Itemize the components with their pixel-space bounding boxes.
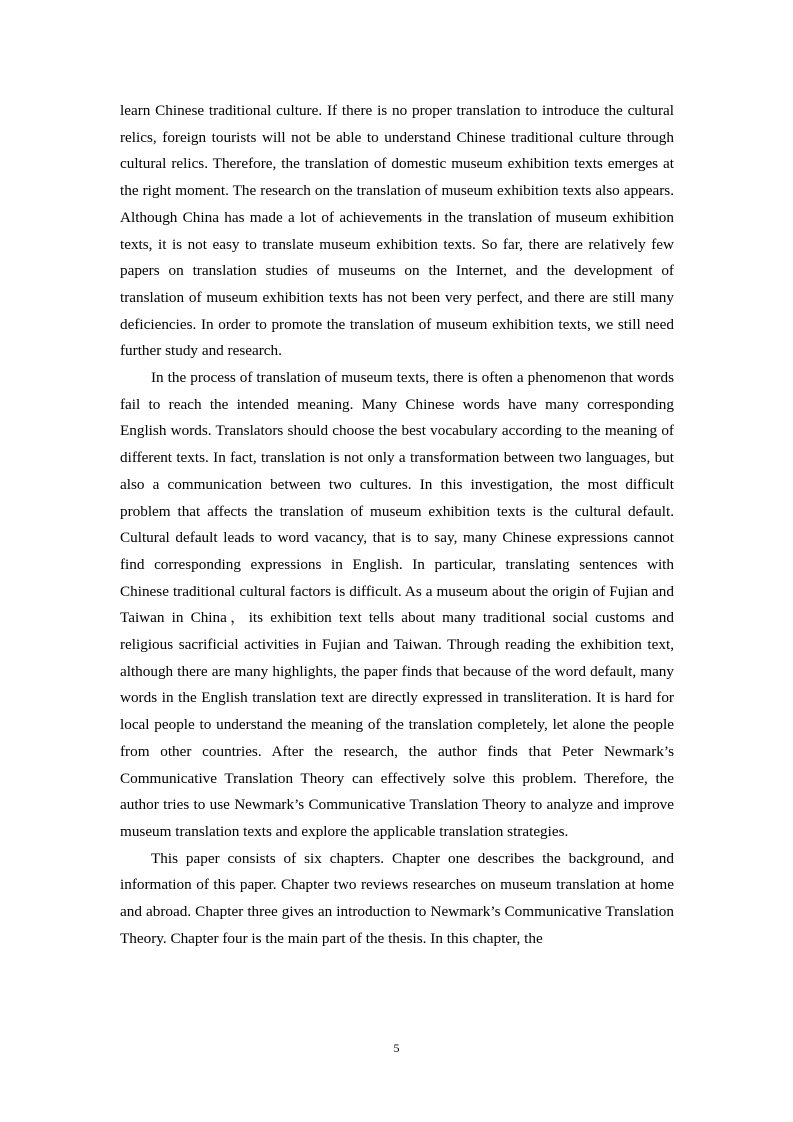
page-number: 5 bbox=[393, 1041, 400, 1055]
body-paragraph-2: In the process of translation of museum texts, there is often a phenomenon that words fail to reach the intended meaning. Many Chinese words have many corresponding English words. Translators should choose the best vocabulary according to the meaning of different texts. In fact, translation is not only a transformation between two languages, but also a communication between two cultures. In this investigation, the most difficult problem that affects the translation of museum exhibition texts is the cultural default. Cultural default leads to word vacancy, that is to say, many Chinese expressions cannot find corresponding expressions in English. In particular, translating sentences with Chinese traditional cultural factors is difficult. As a museum about the origin of Fujian and Taiwan in China，its exhibition text tells about many traditional social customs and religious sacrificial activities in Fujian and Taiwan. Through reading the exhibition text, although there are many highlights, the paper finds that because of the word default, many words in the English translation text are directly expressed in transliteration. It is hard for local people to understand the meaning of the translation completely, let alone the people from other countries. After the research, the author finds that Peter Newmark’s Communicative Translation Theory can effectively solve this problem. Therefore, the author tries to use Newmark’s Communicative Translation Theory to analyze and improve museum translation texts and explore the applicable translation strategies. bbox=[120, 369, 674, 840]
body-paragraph-3: This paper consists of six chapters. Chapter one describes the background, and information of this paper. Chapter two reviews researches on museum translation at home and abroad. Chapter three gives an introduction to Newmark’s Communicative Translation Theory. Chapter four is the main part of the thesis. In this chapter, the bbox=[120, 849, 674, 947]
page-body bbox=[120, 98, 674, 953]
body-paragraph-1: learn Chinese traditional culture. If there is no proper translation to introduce the cultural relics, foreign tourists will not be able to understand Chinese traditional culture through cultural relics. Therefore, the translation of domestic museum exhibition texts emerges at the right moment. The research on the translation of museum exhibition texts also appears. Although China has made a lot of achievements in the translation of museum exhibition texts, it is not easy to translate museum exhibition texts. So far, there are relatively few papers on translation studies of museums on the Internet, and the development of translation of museum exhibition texts has not been very perfect, and there are still many deficiencies. In order to promote the translation of museum exhibition texts, we still need further study and research. bbox=[120, 102, 674, 360]
